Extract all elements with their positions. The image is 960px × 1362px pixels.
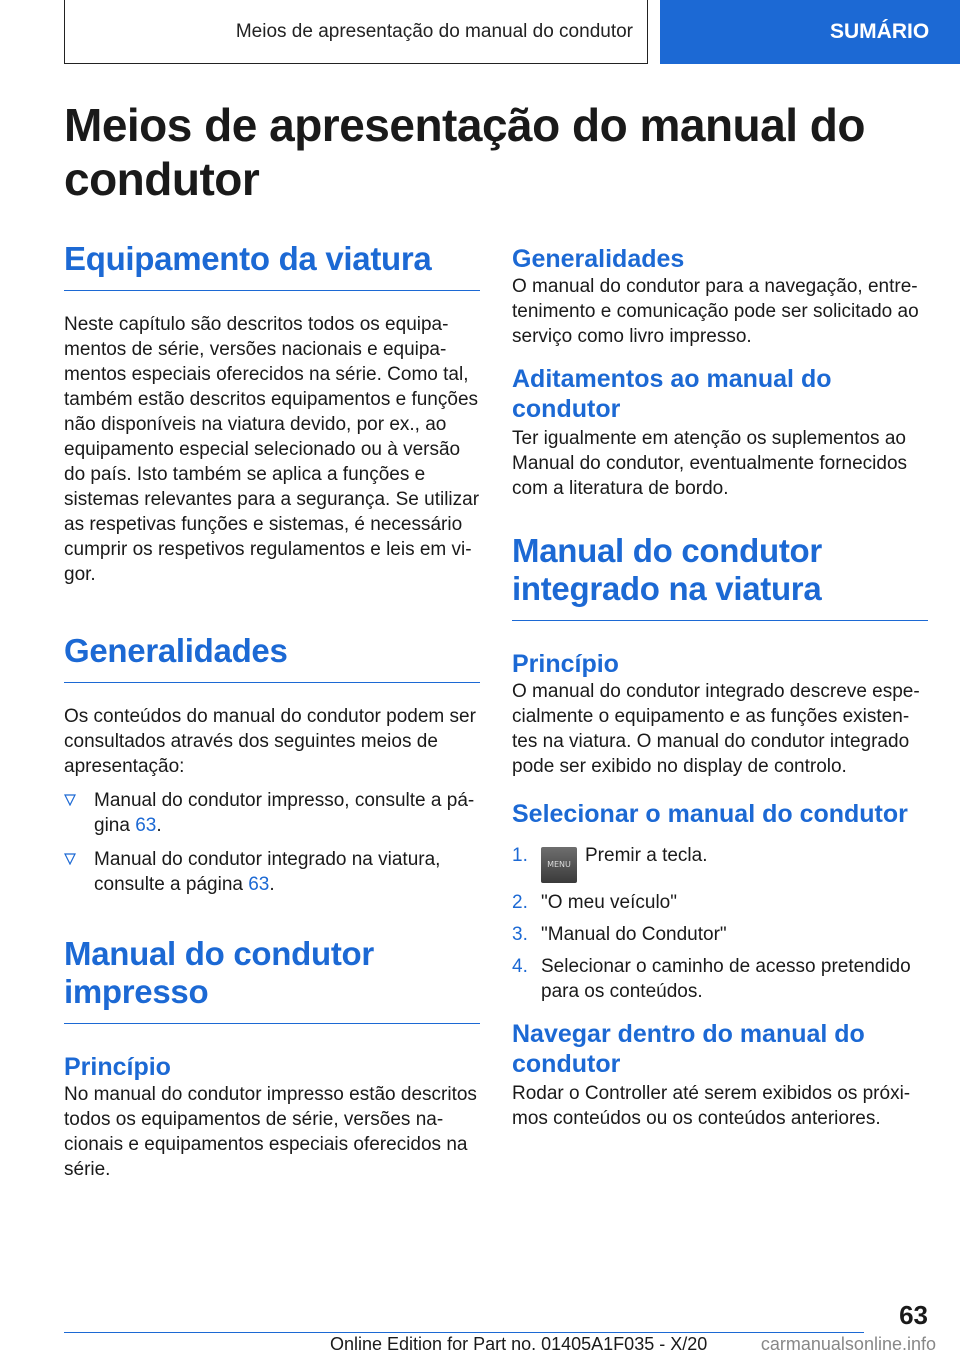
right-column	[512, 240, 928, 1131]
left-column	[64, 240, 480, 1182]
list-item	[512, 954, 928, 1004]
step-text: "Manual do Condutor"	[541, 924, 727, 945]
principle-left-text: No manual do condutor impresso estão descritos todos os equipamentos de série, versões nacionais e equipamentos especiais oferecidos na série.	[64, 1084, 477, 1180]
heading-principle-left: Princípio	[64, 1053, 171, 1081]
list-item	[512, 922, 928, 947]
toc-link[interactable]	[660, 0, 960, 64]
navigate-text: Rodar o Controller até serem exibidos os próximos conteúdos ou os conteúdos anteriores.	[512, 1083, 911, 1129]
list-item	[512, 843, 928, 883]
heading-navigate-manual: Navegar dentro do manual do condutor	[512, 1020, 865, 1078]
step-number: 2.	[512, 892, 528, 913]
footer-divider	[64, 1332, 864, 1333]
heading-principle-right: Princípio	[512, 650, 619, 678]
heading-equipment: Equipamento da viatura	[64, 240, 480, 291]
step-text: Selecionar o caminho de acesso pretendido para os conteúdos.	[541, 956, 911, 1002]
equipment-text: Neste capítulo são descritos todos os equipamentos de série, versões nacionais e equipamentos especiais oferecidos na série. Como tal, também estão descritos equipamentos e funções não disponíveis na viatura devido, por ex., ao equipamento especial selecionado ou à versão do país. Isto também se aplica a funções e sistemas relevantes para a segurança. Se utilizar as respetivas funções e sistemas, é necessário cumprir os respetivos regulamentos e leis em vigor.	[64, 314, 480, 585]
page-link[interactable]: 63	[248, 874, 270, 895]
list-item-end: .	[269, 874, 275, 895]
header-section-title	[64, 0, 648, 64]
menu-key-icon: MENU	[541, 847, 577, 883]
toc-link-label: SUMÁRIO	[830, 20, 930, 43]
heading-select-manual: Selecionar o manual do condutor	[512, 800, 908, 828]
general-left-text: Os conteúdos do manual do condutor podem ser consultados através dos seguintes meios de apresentação:	[64, 706, 476, 777]
page-number: 63	[899, 1300, 928, 1330]
list-item-text: Manual do condutor integrado na viatura, consulte a página	[94, 849, 441, 895]
step-number: 3.	[512, 924, 528, 945]
steps-list	[512, 843, 928, 1004]
list-item	[512, 890, 928, 915]
list-item-text: Manual do condutor impresso, consulte a página	[94, 790, 475, 836]
heading-general-left: Generalidades	[64, 632, 480, 683]
triangle-bullet-icon	[64, 794, 76, 806]
heading-general-right: Generalidades	[512, 245, 685, 273]
heading-integrated-manual: Manual do condutor integrado na viatura	[512, 532, 928, 621]
footer-edition: Online Edition for Part no. 01405A1F035 - X/20	[330, 1334, 708, 1354]
step-text: "O meu veículo"	[541, 892, 677, 913]
page-title: Meios de apresentação do manual do condutor	[64, 99, 865, 205]
heading-printed-manual: Manual do condutor impresso	[64, 935, 480, 1024]
list-item-end: .	[156, 815, 162, 836]
addenda-text: Ter igualmente em atenção os suplementos ao Manual do condutor, eventualmente fornecidos com a literatura de bordo.	[512, 428, 908, 499]
step-number: 1.	[512, 845, 528, 866]
principle-right-text: O manual do condutor integrado descreve especialmente o equipamento e as funções existentes na viatura. O manual do condutor integrado pode ser exibido no display de controlo.	[512, 681, 920, 777]
header-section-title-text: Meios de apresentação do manual do condutor	[235, 20, 633, 42]
presentation-list	[64, 788, 480, 897]
general-right-text: O manual do condutor para a navegação, entretenimento e comunicação pode ser solicitado ao serviço como livro impresso.	[512, 276, 919, 347]
page-link[interactable]: 63	[135, 815, 157, 836]
step-text: Premir a tecla.	[585, 845, 708, 866]
list-item	[64, 788, 480, 838]
step-number: 4.	[512, 956, 528, 977]
footer-watermark: carmanualsonline.info	[760, 1334, 936, 1354]
heading-addenda: Aditamentos ao manual do condutor	[512, 365, 832, 423]
list-item	[64, 847, 480, 897]
triangle-bullet-icon	[64, 853, 76, 865]
